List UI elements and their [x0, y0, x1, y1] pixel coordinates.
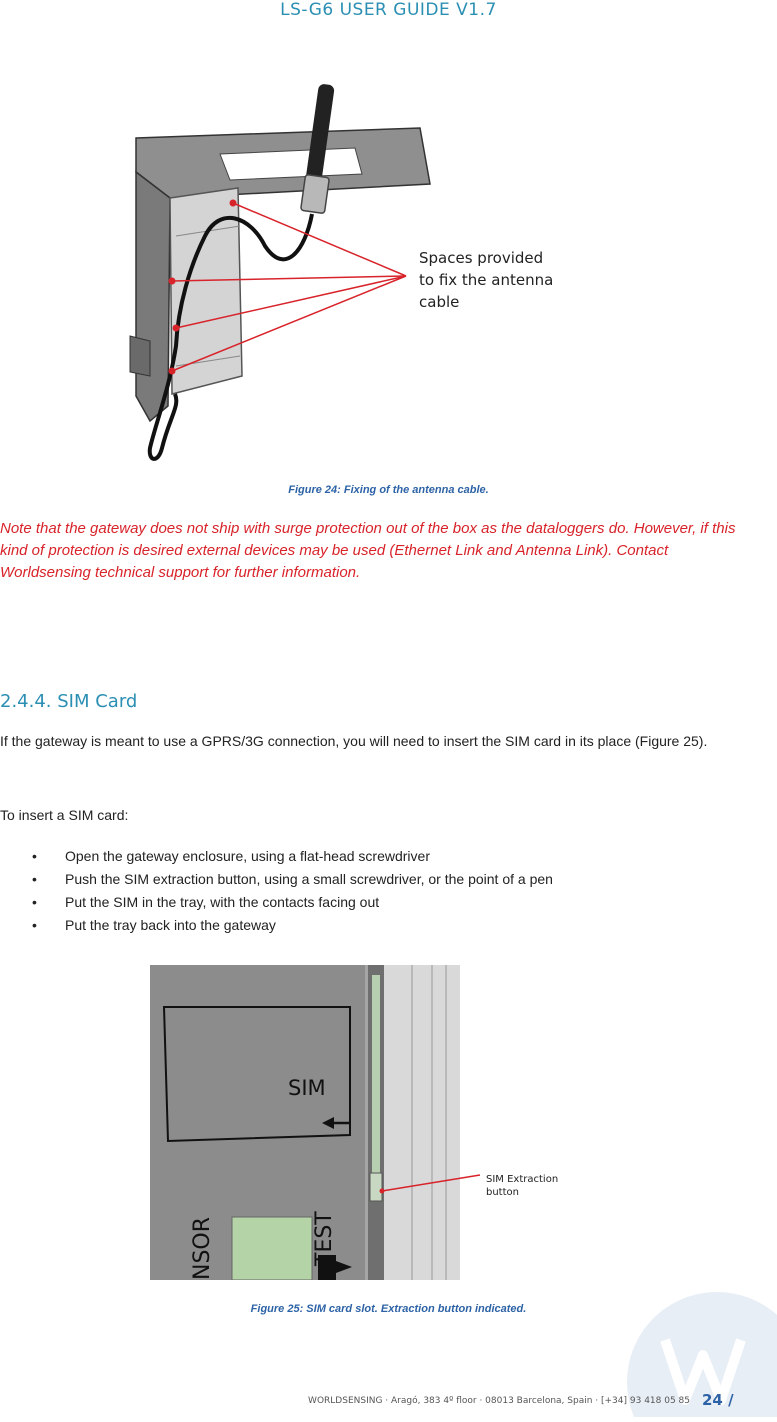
warning-note: Note that the gateway does not ship with surge protection out of the box as the dataloggers do. However, if this kind of protection is desired external devices may be used (Ethernet Link and Antenna Link). Contact Worldsensing technical support for further information.	[0, 520, 736, 581]
steps-list	[0, 845, 553, 937]
sensor-connector	[232, 1217, 312, 1280]
section-paragraph: If the gateway is meant to use a GPRS/3G connection, you will need to insert the SIM card in its place (Figure 25).	[0, 733, 708, 749]
figure-24-caption: Figure 24: Fixing of the antenna cable.	[288, 484, 489, 496]
list-item: • Put the tray back into the gateway	[0, 914, 553, 937]
figure-25-callout: SIM Extraction button	[486, 1174, 559, 1198]
page-header-title: LS-G6 USER GUIDE V1.7	[280, 0, 497, 20]
list-item: • Put the SIM in the tray, with the contacts facing out	[0, 891, 553, 914]
list-item: • Open the gateway enclosure, using a flat-head screwdriver	[0, 845, 553, 868]
sensor-label: NSOR	[190, 1216, 215, 1280]
figure-25-caption: Figure 25: SIM card slot. Extraction button indicated.	[250, 1303, 527, 1315]
steps-intro: To insert a SIM card:	[0, 807, 129, 823]
test-label: TEST	[312, 1211, 337, 1266]
page-number: 24 /	[702, 1391, 734, 1409]
sim-label: SIM	[288, 1076, 326, 1100]
sim-extraction-button	[370, 1173, 382, 1201]
list-item: • Push the SIM extraction button, using a small screwdriver, or the point of a pen	[0, 868, 553, 891]
bracket-vertical	[136, 172, 170, 421]
section-heading: 2.4.4. SIM Card	[0, 691, 138, 712]
footer-address: WORLDSENSING · Aragó, 383 4º floor · 08013 Barcelona, Spain · [+34] 93 418 05 85	[308, 1396, 690, 1406]
figure-24-callout: Spaces provided to fix the antenna cable	[419, 249, 554, 311]
